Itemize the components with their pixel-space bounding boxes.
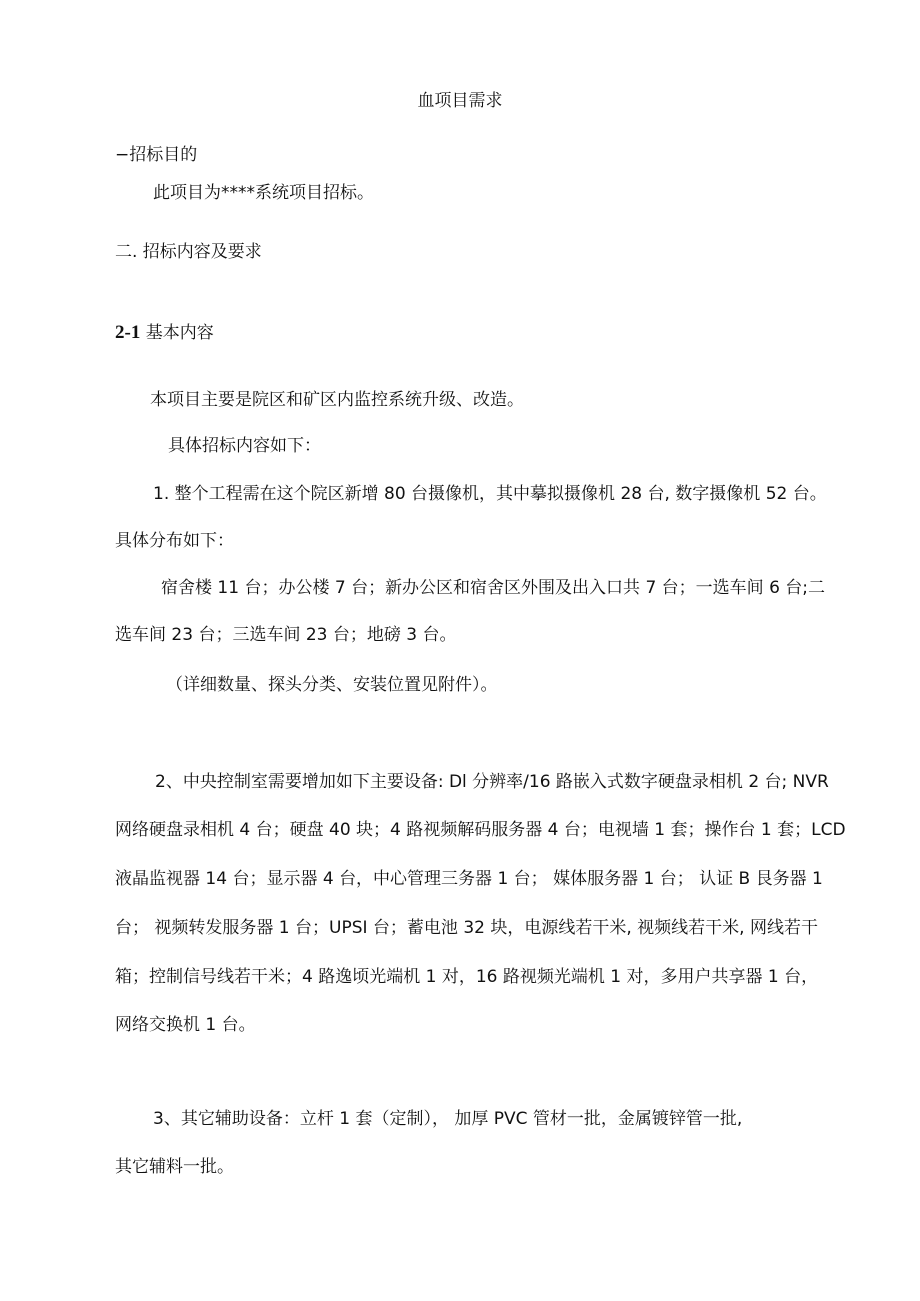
subsection-title: 基本内容: [145, 323, 214, 343]
section-1-heading: −招标目的: [115, 145, 198, 165]
item-1-line-2: 具体分布如下：: [115, 531, 234, 551]
item-3-line-1: 3、其它辅助设备：立杆 1 套（定制）， 加厚 PVC 管材一批，金属镀锌管一批,: [153, 1109, 743, 1129]
attachment-note: （详细数量、探头分类、安装位置见附件）。: [166, 675, 498, 695]
item-2-line-5: 箱；控制信号线若干米；4 路逸顷光端机 1 对，16 路视频光端机 1 对，多用户共享器 1 台，: [115, 967, 819, 987]
subsection-number: 2-1: [115, 322, 141, 343]
item-2-line-2: 网络硬盘录相机 4 台；硬盘 40 块；4 路视频解码服务器 4 台；电视墙 1 套；操作台 1 套；LCD: [115, 820, 846, 840]
distribution-line-2: 选车间 23 台；三选车间 23 台；地磅 3 台。: [115, 625, 457, 645]
section-2-heading: 二. 招标内容及要求: [115, 242, 262, 262]
intro-paragraph-2: 具体招标内容如下：: [168, 436, 321, 456]
item-2-line-3: 液晶监视器 14 台；显示器 4 台，中心管理三务器 1 台； 媒体服务器 1 台； 认证 B 艮务器 1: [115, 869, 823, 889]
item-2-line-4: 台； 视频转发服务器 1 台；UPSI 台；蓄电池 32 块，电源线若干米, 视频线若干米, 网线若干: [115, 918, 818, 938]
distribution-line-1: 宿舍楼 11 台；办公楼 7 台；新办公区和宿舍区外围及出入口共 7 台；一选车间 6 台;二: [161, 578, 826, 598]
subsection-2-1-heading: [115, 323, 214, 342]
item-1-line-1: 1. 整个工程需在这个院区新增 80 台摄像机，其中摹拟摄像机 28 台, 数字摄像机 52 台。: [153, 484, 827, 504]
item-3-line-2: 其它辅料一批。: [115, 1157, 234, 1177]
item-2-line-1: 2、中央控制室需要增加如下主要设备: Dl 分辨率/16 路嵌入式数字硬盘录相机 2 台; NVR: [155, 772, 829, 792]
document-title: 血项目需求: [417, 91, 503, 111]
intro-paragraph: 本项目主要是院区和矿区内监控系统升级、改造。: [150, 390, 524, 410]
section-1-body: 此项目为****系统项目招标。: [153, 183, 374, 203]
item-2-line-6: 网络交换机 1 台。: [115, 1015, 256, 1035]
